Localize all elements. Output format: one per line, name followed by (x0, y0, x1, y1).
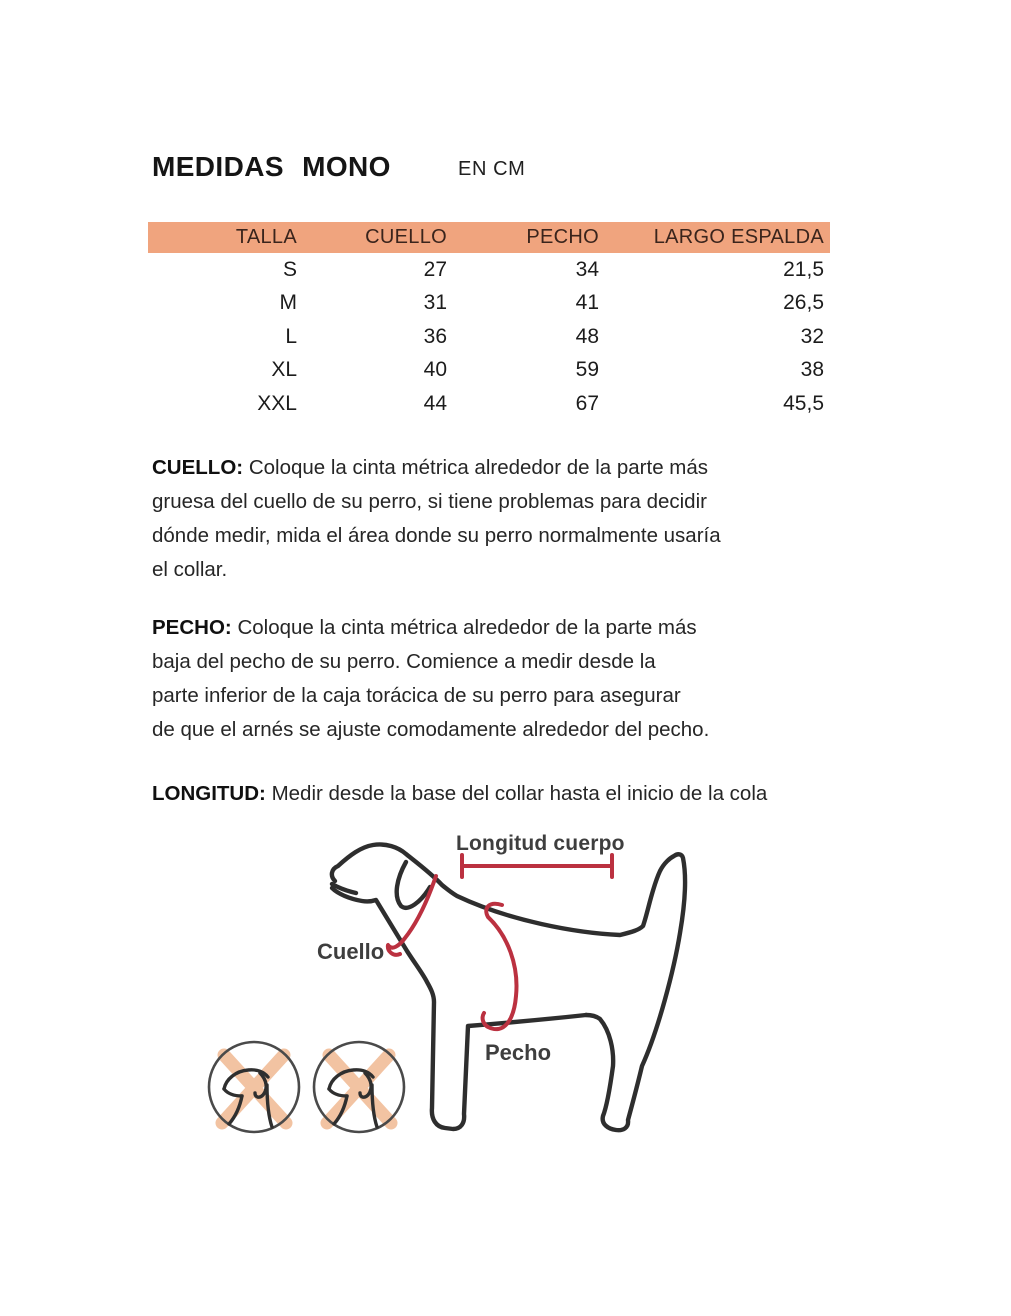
label-body-length: Longitud cuerpo (456, 832, 625, 855)
header-cell-largo-espalda: LARGO ESPALDA (653, 226, 824, 248)
measurement-diagram (180, 818, 840, 1208)
size-cell: 27 (423, 257, 447, 281)
size-cell: XXL (257, 391, 297, 415)
instruction-line (152, 451, 812, 485)
size-cell: 48 (575, 324, 599, 348)
size-cell: 45,5 (783, 391, 824, 415)
size-cell: 41 (575, 291, 599, 315)
page-title: MEDIDAS MONO (152, 151, 391, 182)
table-row (148, 387, 830, 421)
instruction-cuello (152, 451, 812, 587)
size-cell: 38 (800, 358, 824, 382)
instruction-longitud (152, 777, 812, 811)
wrong-measure-icon-2 (314, 1042, 404, 1132)
size-cell: XL (271, 358, 297, 382)
size-table-header-row (148, 222, 830, 253)
header-cell-pecho: PECHO (526, 226, 599, 248)
instruction-pecho (152, 611, 812, 747)
size-cell: 34 (575, 257, 599, 281)
cross-x-icon (327, 1055, 391, 1123)
size-cell: L (285, 324, 297, 348)
instruction-line: parte inferior de la caja torácica de su perro para asegurar (152, 684, 681, 707)
instruction-line: baja del pecho de su perro. Comience a medir desde la (152, 650, 656, 673)
header-cell-cuello: CUELLO (365, 226, 447, 248)
size-cell: 36 (423, 324, 447, 348)
label-chest: Pecho (485, 1040, 552, 1065)
instruction-line: el collar. (152, 558, 228, 581)
dog-measurement-illustration (180, 818, 840, 1208)
size-table (148, 222, 830, 421)
table-row (148, 253, 830, 287)
size-cell: 59 (575, 358, 599, 382)
instruction-line: de que el arnés se ajuste comodamente alrededor del pecho. (152, 718, 710, 741)
dog-outline (332, 844, 685, 1130)
size-cell: S (282, 257, 297, 281)
dog-body-path (332, 844, 685, 1130)
chest-measure-arc (483, 904, 517, 1029)
instruction-line (152, 611, 812, 645)
instruction-text: Coloque la cinta métrica alrededor de la parte más (248, 456, 709, 479)
size-cell: 40 (423, 358, 447, 382)
size-cell: 32 (800, 324, 824, 348)
size-cell: 31 (423, 291, 447, 315)
instruction-term: LONGITUD: (152, 782, 266, 805)
wrong-measure-icon-1 (209, 1042, 299, 1132)
instruction-text: Medir desde la base del collar hasta el inicio de la cola (271, 782, 768, 805)
size-cell: 26,5 (783, 291, 824, 315)
instruction-line: dónde medir, mida el área donde su perro normalmente usaría (152, 524, 721, 547)
size-cell: M (279, 291, 297, 315)
cross-x-icon (222, 1055, 286, 1123)
label-neck: Cuello (317, 939, 385, 964)
instruction-text: Coloque la cinta métrica alrededor de la parte más (237, 616, 697, 639)
table-row (148, 320, 830, 354)
size-cell: 44 (423, 391, 447, 415)
instruction-line: gruesa del cuello de su perro, si tiene problemas para decidir (152, 490, 707, 513)
header-cell-talla: TALLA (235, 226, 297, 248)
instruction-term: PECHO: (152, 616, 232, 639)
instruction-line (152, 777, 812, 811)
table-row (148, 354, 830, 388)
instruction-term: CUELLO: (152, 456, 244, 479)
body-length-measure-line (462, 855, 612, 877)
table-row (148, 287, 830, 321)
size-cell: 67 (575, 391, 599, 415)
size-cell: 21,5 (783, 257, 824, 281)
unit-note: EN CM (458, 158, 526, 180)
